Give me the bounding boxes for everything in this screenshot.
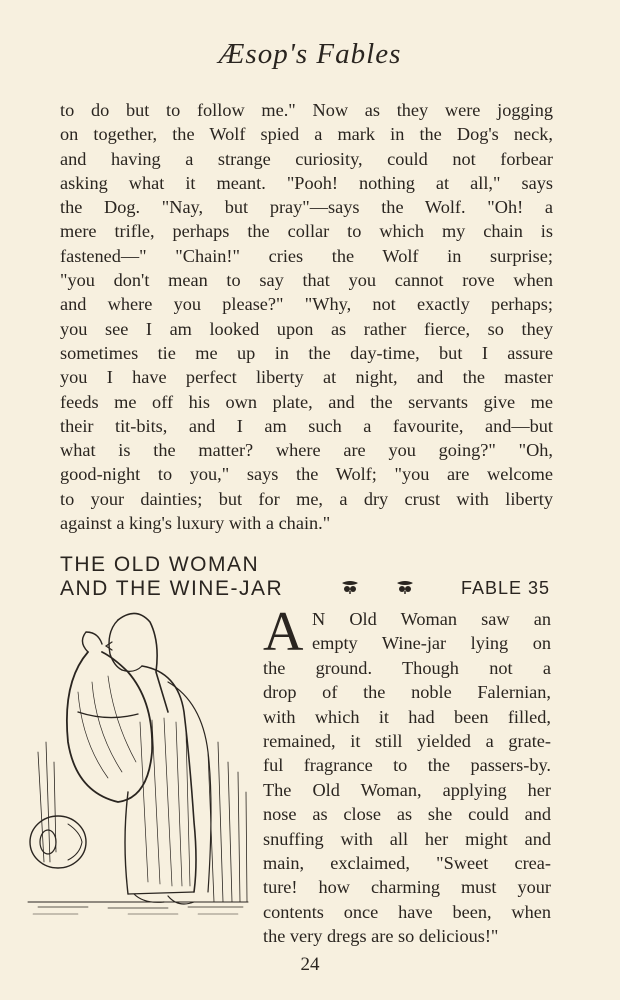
text-line: nose as close as she could and (263, 804, 551, 825)
text-line: snuffing with all her might and (263, 828, 551, 849)
fable-text (263, 601, 551, 948)
fable-title-line: THE OLD WOMAN (60, 553, 260, 576)
text-line: the Dog. "Nay, but pray"—says the Wolf. "Oh! a (60, 197, 553, 218)
text-line: on together, the Wolf spied a mark in the Dog's neck, (60, 124, 553, 145)
text-line: feeds me off his own plate, and the servants give me (60, 391, 553, 412)
text-line: mere trifle, perhaps the collar to which my chain is (60, 221, 553, 242)
text-line: The Old Woman, applying her (263, 779, 551, 800)
text-line: main, exclaimed, "Sweet crea- (263, 852, 551, 873)
text-line: to your dainties; but for me, a dry crust with liberty (60, 488, 553, 509)
text-line: good-night to you," says the Wolf; "you are welcome (60, 464, 553, 485)
text-line: sometimes tie me up in the day-time, but I assure (60, 342, 553, 363)
text-line: the ground. Though not a (263, 657, 551, 678)
text-line: asking what it meant. "Pooh! nothing at all," says (60, 172, 553, 193)
running-head: Æsop's Fables (218, 38, 402, 70)
text-line: "you don't mean to say that you cannot rove when (60, 270, 553, 291)
text-line: N Old Woman saw an (312, 609, 551, 629)
fable-title-line: AND THE WINE-JAR (60, 577, 284, 600)
text-line: and having a strange curiosity, could not forbear (60, 148, 553, 169)
text-line: with which it had been filled, (263, 706, 551, 727)
text-line: against a king's luxury with a chain." (60, 513, 331, 534)
text-line: you I have perfect liberty at night, and the master (60, 367, 553, 388)
fable-number-label: FABLE 35 (460, 578, 550, 598)
fleuron-icon (396, 580, 414, 594)
text-line: ful fragrance to the passers-by. (263, 755, 551, 776)
text-line: contents once have been, when (263, 901, 551, 922)
text-line: to do but to follow me." Now as they were jogging (60, 100, 553, 120)
text-line: what is the matter? where are you going?" "Oh, (60, 440, 553, 461)
text-line: the very dregs are so delicious!" (263, 926, 499, 947)
previous-story-text (60, 98, 553, 535)
drop-cap: A (263, 601, 304, 663)
text-line: remained, it still yielded a grate- (263, 730, 551, 751)
text-line: fastened—" "Chain!" cries the Wolf in surprise; (60, 245, 553, 266)
text-line: and where you please?" "Why, not exactly perhaps; (60, 294, 553, 315)
page-number: 24 (300, 954, 320, 975)
text-line: ture! how charming must your (263, 877, 551, 898)
fleuron-icon (341, 580, 359, 594)
text-line: their tit-bits, and I am such a favourite, and—but (60, 415, 553, 436)
text-line: empty Wine-jar lying on (312, 633, 551, 654)
old-woman-wine-jar-illustration (18, 602, 258, 932)
text-line: you see I am looked upon as rather fierce, so they (60, 318, 553, 339)
text-line: drop of the noble Falernian, (263, 682, 551, 703)
